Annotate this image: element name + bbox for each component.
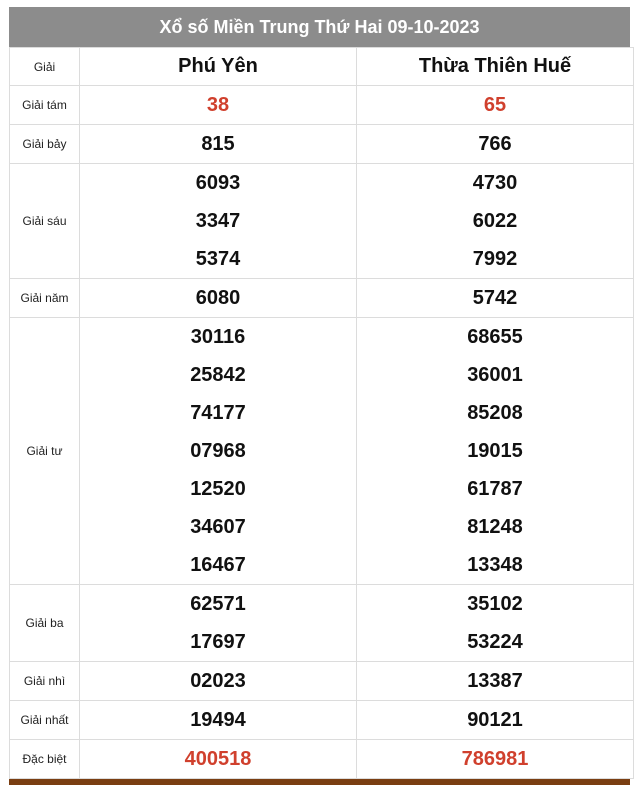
prize-number: 65 xyxy=(483,94,507,116)
prize-number: 85208 xyxy=(467,402,523,424)
prize-number: 6022 xyxy=(472,210,518,232)
prize-number: 74177 xyxy=(190,402,246,424)
prize-number: 815 xyxy=(201,133,235,155)
prize-row xyxy=(10,86,634,125)
prize-row xyxy=(10,662,634,701)
prize-cell xyxy=(357,279,634,318)
prize-number: 13387 xyxy=(467,670,523,692)
prize-cell xyxy=(357,318,634,585)
prize-number: 5374 xyxy=(195,248,241,270)
prize-cell xyxy=(80,86,357,125)
prize-cell xyxy=(357,585,634,662)
prize-cell xyxy=(80,164,357,279)
prize-cell xyxy=(80,701,357,740)
province-name: Phú Yên xyxy=(80,48,357,86)
prize-number: 36001 xyxy=(467,364,523,386)
header-label: Giải xyxy=(10,48,80,86)
bottom-bar xyxy=(9,779,630,785)
prize-number: 17697 xyxy=(190,631,246,653)
prize-cell xyxy=(80,740,357,779)
prize-number: 35102 xyxy=(467,593,523,615)
prize-row xyxy=(10,164,634,279)
prize-cell xyxy=(80,585,357,662)
prize-number: 25842 xyxy=(190,364,246,386)
prize-row xyxy=(10,585,634,662)
prize-row xyxy=(10,740,634,779)
prize-cell xyxy=(357,164,634,279)
province-name: Thừa Thiên Huế xyxy=(357,48,634,86)
prize-row xyxy=(10,125,634,164)
prize-number: 786981 xyxy=(461,748,529,770)
prize-cell xyxy=(80,662,357,701)
prize-label: Giải năm xyxy=(10,279,80,318)
prize-label: Giải tư xyxy=(10,318,80,585)
prize-number: 34607 xyxy=(190,516,246,538)
prize-cell xyxy=(80,318,357,585)
results-table xyxy=(9,47,634,779)
prize-number: 6080 xyxy=(195,287,241,309)
prize-number: 12520 xyxy=(190,478,246,500)
prize-number: 30116 xyxy=(190,326,246,348)
prize-number: 81248 xyxy=(467,516,523,538)
lottery-results xyxy=(9,7,630,785)
prize-number: 766 xyxy=(478,133,512,155)
prize-cell xyxy=(357,86,634,125)
prize-number: 38 xyxy=(206,94,230,116)
prize-cell xyxy=(357,740,634,779)
page-title: Xổ số Miền Trung Thứ Hai 09-10-2023 xyxy=(9,7,630,47)
prize-number: 53224 xyxy=(467,631,523,653)
prize-number: 5742 xyxy=(472,287,518,309)
prize-label: Giải nhất xyxy=(10,701,80,740)
prize-cell xyxy=(357,662,634,701)
prize-number: 13348 xyxy=(467,554,523,576)
prize-cell xyxy=(80,279,357,318)
prize-number: 61787 xyxy=(467,478,523,500)
prize-number: 62571 xyxy=(190,593,246,615)
prize-label: Đặc biệt xyxy=(10,740,80,779)
prize-row xyxy=(10,279,634,318)
prize-label: Giải sáu xyxy=(10,164,80,279)
prize-number: 19494 xyxy=(190,709,246,731)
prize-cell xyxy=(357,701,634,740)
prize-number: 02023 xyxy=(190,670,246,692)
prize-number: 4730 xyxy=(472,172,518,194)
prize-number: 400518 xyxy=(184,748,252,770)
prize-cell xyxy=(80,125,357,164)
prize-label: Giải ba xyxy=(10,585,80,662)
prize-row xyxy=(10,318,634,585)
prize-number: 3347 xyxy=(195,210,241,232)
header-row xyxy=(10,48,634,86)
prize-number: 19015 xyxy=(467,440,523,462)
prize-label: Giải nhì xyxy=(10,662,80,701)
prize-label: Giải tám xyxy=(10,86,80,125)
prize-label: Giải bảy xyxy=(10,125,80,164)
prize-number: 6093 xyxy=(195,172,241,194)
prize-number: 07968 xyxy=(190,440,246,462)
prize-number: 16467 xyxy=(190,554,246,576)
prize-number: 68655 xyxy=(467,326,523,348)
prize-number: 7992 xyxy=(472,248,518,270)
prize-cell xyxy=(357,125,634,164)
prize-row xyxy=(10,701,634,740)
prize-number: 90121 xyxy=(467,709,523,731)
